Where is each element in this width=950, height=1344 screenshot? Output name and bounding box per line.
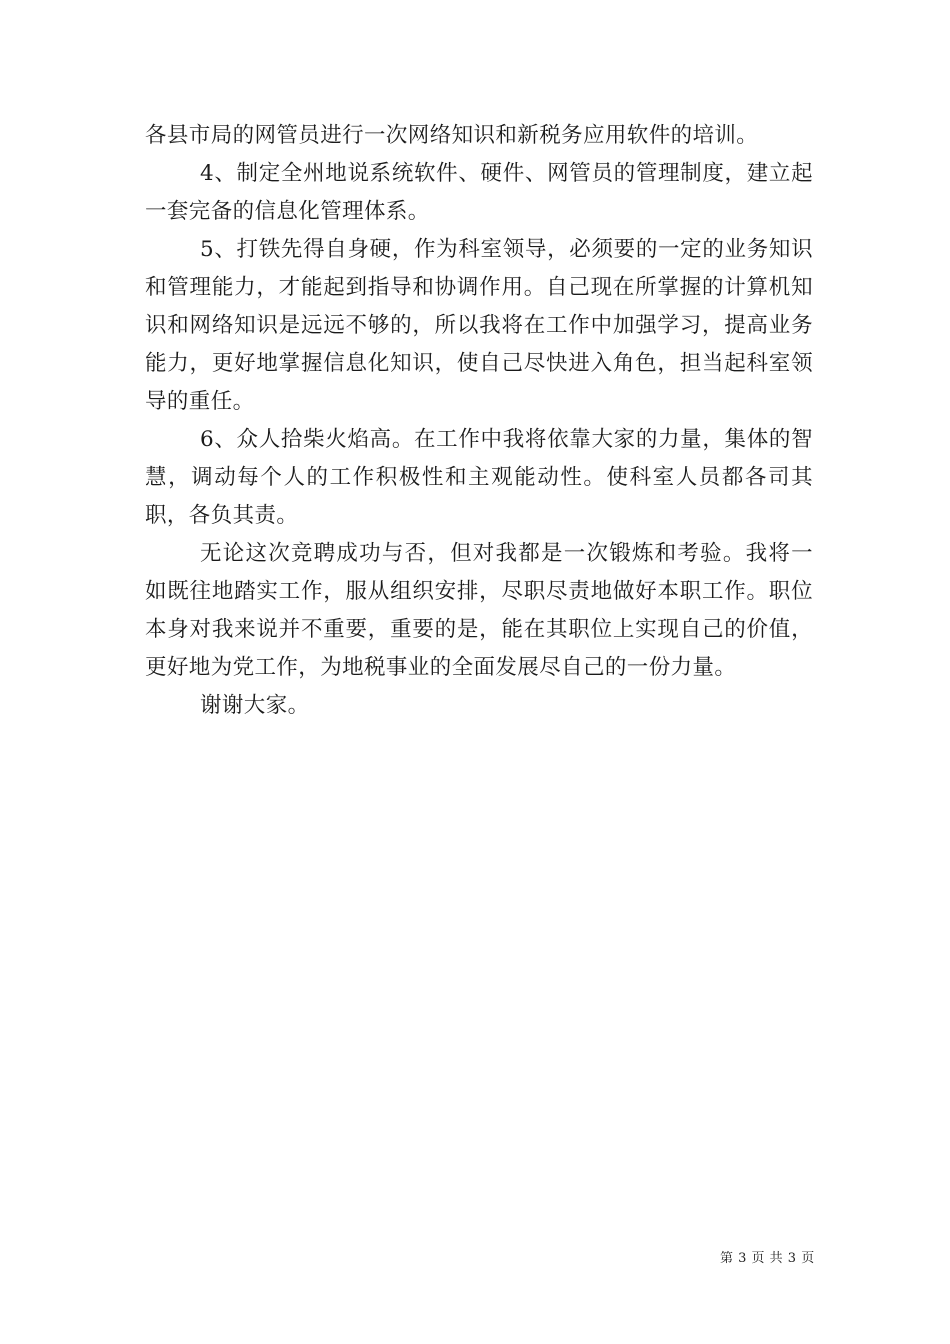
document-body [145,117,813,725]
paragraph-conclusion: 无论这次竞聘成功与否，但对我都是一次锻炼和考验。我将一如既往地踏实工作，服从组织安排，尽职尽责地做好本职工作。职位本身对我来说并不重要，重要的是，能在其职位上实现自己的价值，更好地为党工作，为地税事业的全面发展尽自己的一份力量。 [145,541,813,680]
paragraph-item-5: 5、打铁先得自身硬，作为科室领导，必须要的一定的业务知识和管理能力，才能起到指导和协调作用。自己现在所掌握的计算机知识和网络知识是远远不够的，所以我将在工作中加强学习，提高业务能力，更好地掌握信息化知识，使自己尽快进入角色，担当起科室领导的重任。 [145,237,813,414]
page-number-footer: 第 3 页 共 3 页 [720,1251,815,1266]
paragraph-item-6: 6、众人拾柴火焰高。在工作中我将依靠大家的力量，集体的智慧，调动每个人的工作积极性和主观能动性。使科室人员都各司其职，各负其责。 [145,427,813,528]
paragraph-item-4: 4、制定全州地说系统软件、硬件、网管员的管理制度，建立起一套完备的信息化管理体系。 [145,161,813,224]
paragraph-training: 各县市局的网管员进行一次网络知识和新税务应用软件的培训。 [145,123,759,148]
paragraph-thanks: 谢谢大家。 [200,693,310,718]
